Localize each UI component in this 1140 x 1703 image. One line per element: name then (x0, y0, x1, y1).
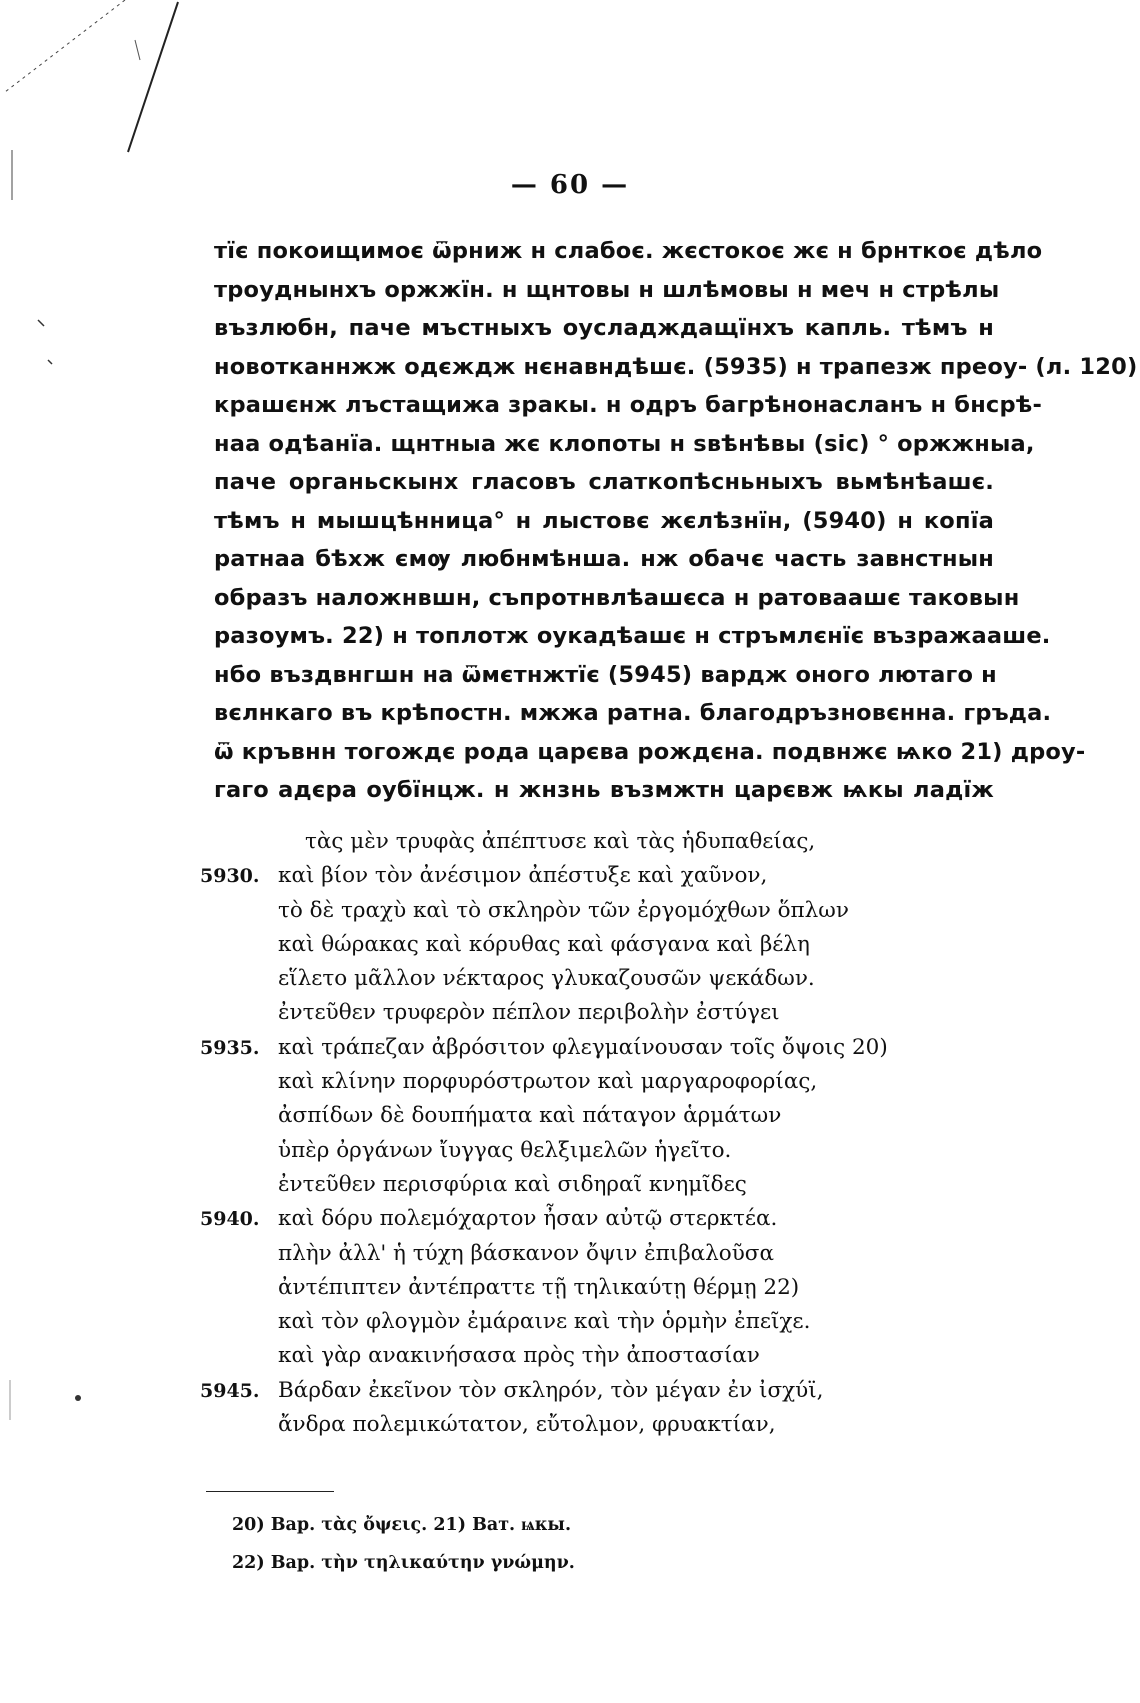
slavonic-line: наа одѣанїа. щнтныа жє клопоты н ѕвѣнѣвы (sic) ° оржжныа, (214, 430, 1035, 457)
page-number: — 60 — (510, 170, 630, 200)
greek-verse-line (200, 1237, 1000, 1271)
verse-text: καὶ τὸν φλογμὸν ἐμάραινε καὶ τὴν ὁρμὴν ἐπεῖχε. (278, 1309, 811, 1335)
verse-number: 5945. (200, 1379, 260, 1402)
slavonic-line: крашєнж лъстащижа зракы. н одръ багрѣнонасланъ н бнсрѣ- (214, 392, 1043, 418)
greek-verse-line (200, 1305, 1000, 1339)
greek-verse-line (200, 1339, 1000, 1373)
greek-verse-line (200, 825, 1000, 859)
greek-verse-line (200, 1168, 1000, 1202)
verse-text: ἀσπίδων δὲ δουπήματα καὶ πάταγον ἁρμάτων (278, 1103, 782, 1129)
footnotes (232, 1506, 932, 1582)
greek-verse-line (200, 1374, 1000, 1408)
verse-text: καὶ κλίνην πορφυρόστρωτον καὶ μαργαροφορίας, (278, 1069, 818, 1095)
scan-artifact-left-edge (0, 300, 90, 1500)
verse-text: ἐντεῦθεν τρυφερὸν πέπλον περιβολὴν ἐστύγει (278, 1000, 780, 1026)
verse-text: καὶ θώρακας καὶ κόρυθας καὶ φάσγανα καὶ βέλη (278, 931, 810, 957)
greek-verse-line (200, 894, 1000, 928)
slavonic-line: вєлнкаго въ крѣпостн. мжжа ратна. благодръзновєнна. гръда. (214, 700, 1052, 726)
greek-verse-line (200, 1065, 1000, 1099)
footnote-line: 22) Вар. τὴν τηλικαύτην γνώμην. (232, 1553, 575, 1573)
church-slavonic-text (214, 232, 1138, 810)
footnote-line: 20) Вар. τὰς ὄψεις. 21) Ват. ѩкы. (232, 1515, 572, 1535)
verse-text: ἄνδρα πολεμικώτατον, εὔτολμον, φρυακτίαν, (278, 1412, 776, 1438)
slavonic-line: тѣмъ н мышцѣнница° н лыстовє жєлѣзнїн, (5940) н копїа (214, 507, 994, 534)
greek-verse-line (200, 859, 1000, 893)
slavonic-line: новотканнжж одєждж нєнавндѣшє. (5935) н трапезж преоу- (л. 120) (214, 353, 1138, 380)
slavonic-line: разоумъ. 22) н топлотж оукадѣашє н стръмлєнїє възражааше. (214, 623, 1051, 649)
greek-verse-line (200, 1134, 1000, 1168)
verse-number: 5935. (200, 1036, 260, 1059)
verse-number: 5940. (200, 1208, 260, 1231)
greek-verse-text (200, 825, 1000, 1442)
verse-text: πλὴν ἀλλ' ἡ τύχη βάσκανον ὄψιν ἐπιβαλοῦσα (278, 1240, 775, 1266)
verse-text: ὑπὲρ ὀργάνων ἴυγγας θελξιμελῶν ἡγεῖτο. (278, 1137, 732, 1163)
greek-verse-line (200, 1408, 1000, 1442)
slavonic-line: паче органьскынх гласовъ слаткопѣсньныхъ вьмѣнѣашє. (214, 469, 994, 495)
greek-verse-line (200, 962, 1000, 996)
verse-text: τὰς μὲν τρυφὰς ἀπέπτυσε καὶ τὰς ἡδυπαθείας, (305, 829, 816, 854)
verse-number: 5930. (200, 865, 260, 888)
slavonic-line: ѿ кръвнн тогождє рода царєва рождєна. подвнжє ѩко 21) дроу- (214, 738, 1086, 765)
verse-text: τὸ δὲ τραχὺ καὶ τὸ σκληρὸν τῶν ἐργομόχθων ὅπλων (278, 897, 849, 923)
greek-verse-line (200, 1271, 1000, 1305)
greek-verse-line (200, 1202, 1000, 1236)
greek-verse-line (200, 1099, 1000, 1133)
verse-text: ἀντέπιπτεν ἀντέπραττε τῇ τηλικαύτῃ θέρμῃ 22) (278, 1274, 800, 1300)
slavonic-line: гаго адєра оубїнцж. н жнзнь възмжтн царєвж ѩкы ладїж (214, 777, 994, 803)
footnote-divider (206, 1491, 334, 1492)
verse-text: καὶ βίον τὸν ἀνέσιμον ἀπέστυξε καὶ χαῦνον, (278, 863, 768, 889)
verse-text: εἵλετο μᾶλλον νέκταρος γλυκαζουσῶν ψεκάδων. (278, 966, 815, 992)
slavonic-line: нбо въздвнгшн на ѿмєтнжтїє (5945) вардж оного лютаго н (214, 661, 997, 688)
slavonic-line: тїє покоищимоє ѿрниж н слабоє. жєстокоє жє н брнткоє дѣло (214, 238, 1043, 264)
slavonic-line: образъ наложнвшн, съпротнвлѣашєса н ратоваашє таковын (214, 584, 1020, 611)
verse-text: ἐντεῦθεν περισφύρια καὶ σιδηραῖ κνημῖδες (278, 1171, 747, 1197)
greek-verse-line (200, 928, 1000, 962)
greek-verse-line (200, 996, 1000, 1030)
slavonic-line: ратнаа бѣхж ємѹ любнмѣнша. нж обачє часть завнстнын (214, 546, 994, 572)
slavonic-line: троуднынхъ оржжїн. н щнтовы н шлѣмовы н меч н стрѣлы (214, 276, 1000, 303)
verse-text: καὶ τράπεζαν ἀβρόσιτον φλεγμαίνουσαν τοῖς ὄψοις 20) (278, 1034, 888, 1060)
slavonic-line: възлюбн, паче мъстныхъ оусладждащїнхъ капль. тѣмъ н (214, 315, 994, 341)
verse-text: καὶ γὰρ ανακινήσασα πρὸς τὴν ἀποστασίαν (278, 1343, 760, 1369)
verse-text: Βάρδαν ἐκεῖνον τὸν σκληρόν, τὸν μέγαν ἐν ἰσχύϊ, (278, 1377, 824, 1403)
greek-verse-line (200, 1031, 1000, 1065)
verse-text: καὶ δόρυ πολεμόχαρτον ἦσαν αὐτῷ στερκτέα. (278, 1206, 778, 1232)
